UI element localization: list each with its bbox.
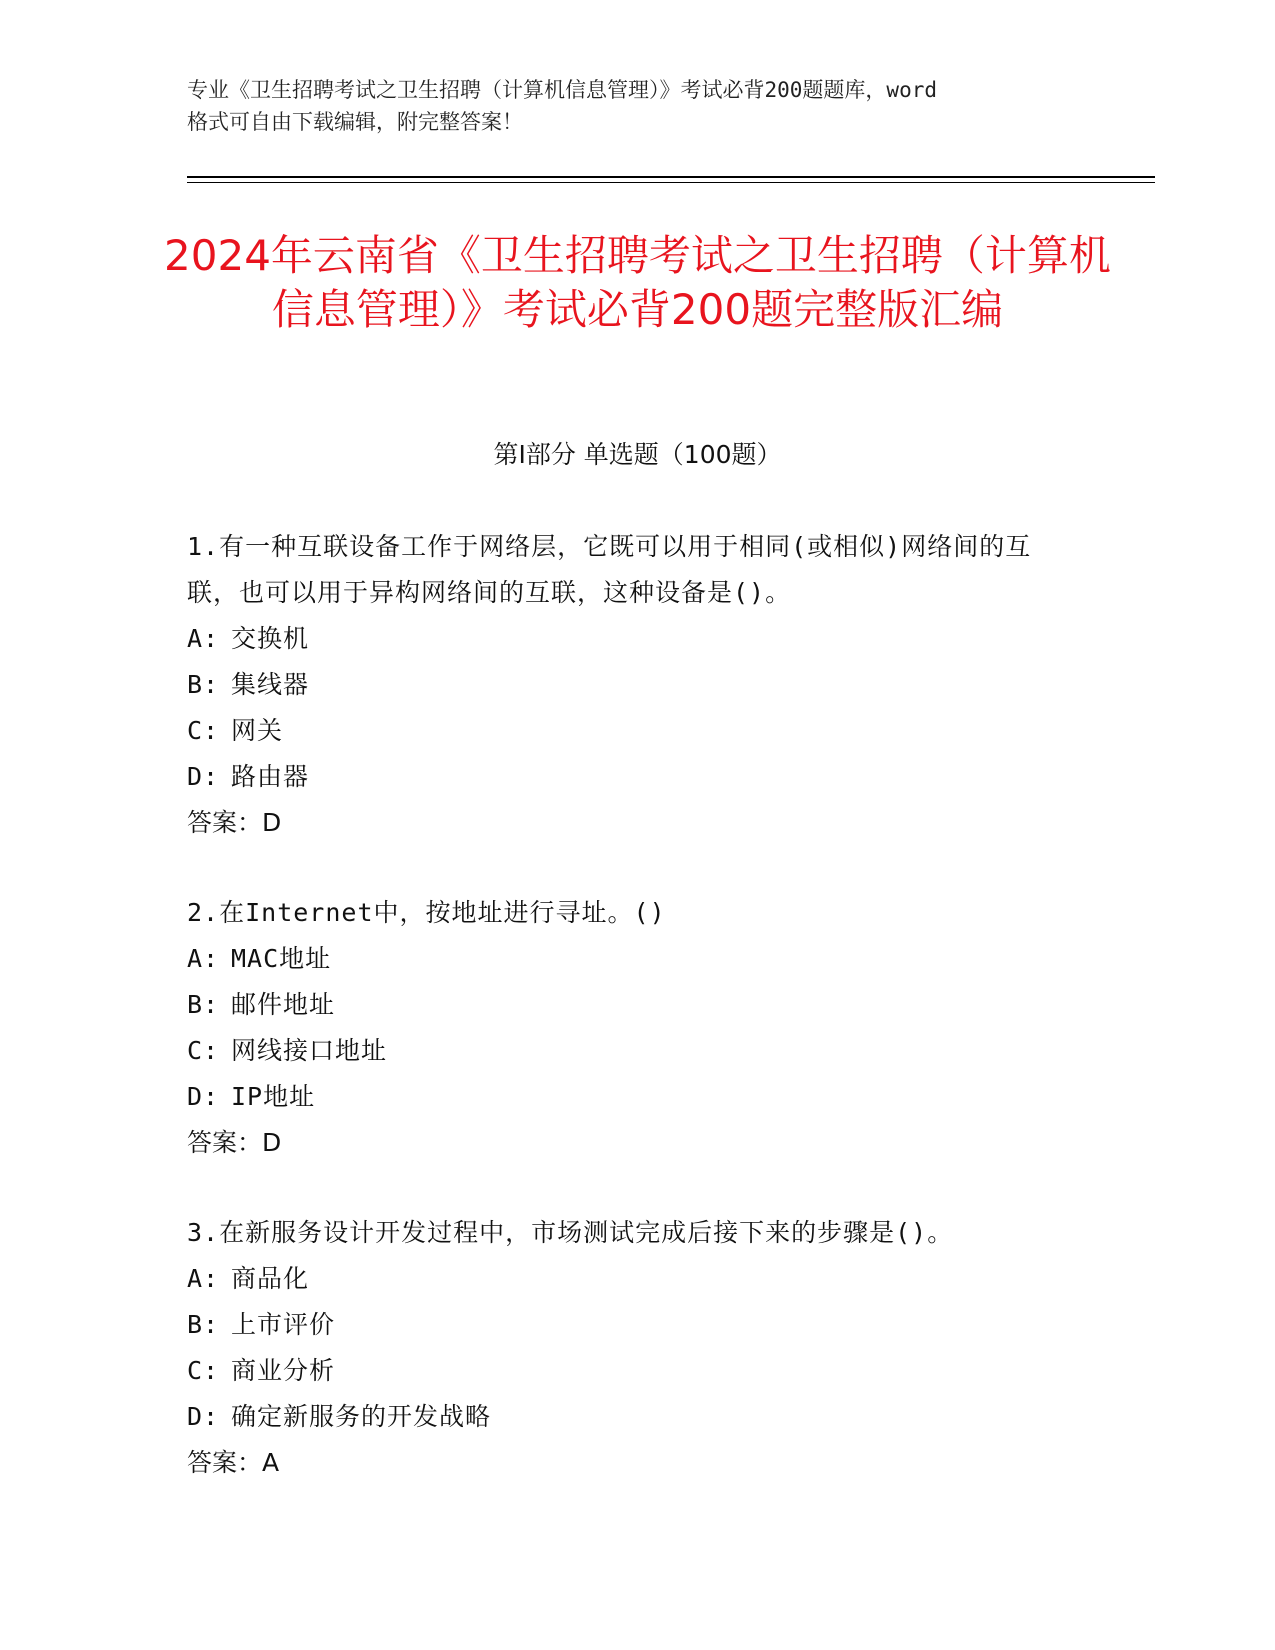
option-text: 上市评价: [231, 1310, 336, 1339]
answer-line: 答案：D: [187, 808, 282, 837]
option-text: 确定新服务的开发战略: [231, 1402, 492, 1431]
option-text: 商业分析: [231, 1356, 336, 1385]
option-c: [187, 1348, 1067, 1394]
question-stem: 2.在Internet中，按地址进行寻址。(): [187, 898, 666, 927]
question-stem: 3.在新服务设计开发过程中，市场测试完成后接下来的步骤是()。: [187, 1218, 954, 1247]
option-text: 邮件地址: [231, 990, 336, 1019]
option-a: [187, 936, 1067, 982]
option-d: [187, 754, 1067, 800]
option-text: 路由器: [231, 762, 310, 791]
option-a: [187, 616, 1067, 662]
header-divider-thin: [187, 182, 1155, 183]
question-3: [187, 1210, 1067, 1486]
option-d: [187, 1074, 1067, 1120]
option-key: C:: [187, 1356, 220, 1385]
option-key: C:: [187, 1036, 220, 1065]
option-key: A:: [187, 1264, 220, 1293]
option-text: IP地址: [231, 1082, 316, 1111]
option-key: A:: [187, 944, 220, 973]
document-title: 2024年云南省《卫生招聘考试之卫生招聘（计算机信息管理）》考试必背200题完整版汇编: [164, 231, 1111, 334]
answer-line: 答案：D: [187, 1128, 282, 1157]
option-text: 网线接口地址: [231, 1036, 388, 1065]
option-key: B:: [187, 990, 220, 1019]
option-key: D:: [187, 1402, 220, 1431]
answer-line: 答案：A: [187, 1448, 280, 1477]
question-list: [187, 524, 1067, 1530]
section-heading: 第Ⅰ部分 单选题（100题）: [493, 440, 782, 469]
option-c: [187, 1028, 1067, 1074]
option-b: [187, 1302, 1067, 1348]
option-text: 网关: [231, 716, 284, 745]
header-note: 专业《卫生招聘考试之卫生招聘（计算机信息管理）》考试必背200题题库，word 格式可自由下载编辑，附完整答案！: [187, 78, 937, 134]
option-b: [187, 982, 1067, 1028]
option-text: MAC地址: [231, 944, 332, 973]
option-c: [187, 708, 1067, 754]
option-d: [187, 1394, 1067, 1440]
option-text: 交换机: [231, 624, 310, 653]
question-2: [187, 890, 1067, 1166]
option-b: [187, 662, 1067, 708]
option-key: C:: [187, 716, 220, 745]
question-1: [187, 524, 1067, 846]
option-key: D:: [187, 762, 220, 791]
header-divider-thick: [187, 176, 1155, 178]
option-key: B:: [187, 1310, 220, 1339]
option-key: B:: [187, 670, 220, 699]
option-text: 集线器: [231, 670, 310, 699]
option-text: 商品化: [231, 1264, 310, 1293]
option-key: D:: [187, 1082, 220, 1111]
option-key: A:: [187, 624, 220, 653]
option-a: [187, 1256, 1067, 1302]
question-stem: 1.有一种互联设备工作于网络层，它既可以用于相同(或相似)网络间的互联，也可以用于异构网络间的互联，这种设备是()。: [187, 532, 1032, 607]
